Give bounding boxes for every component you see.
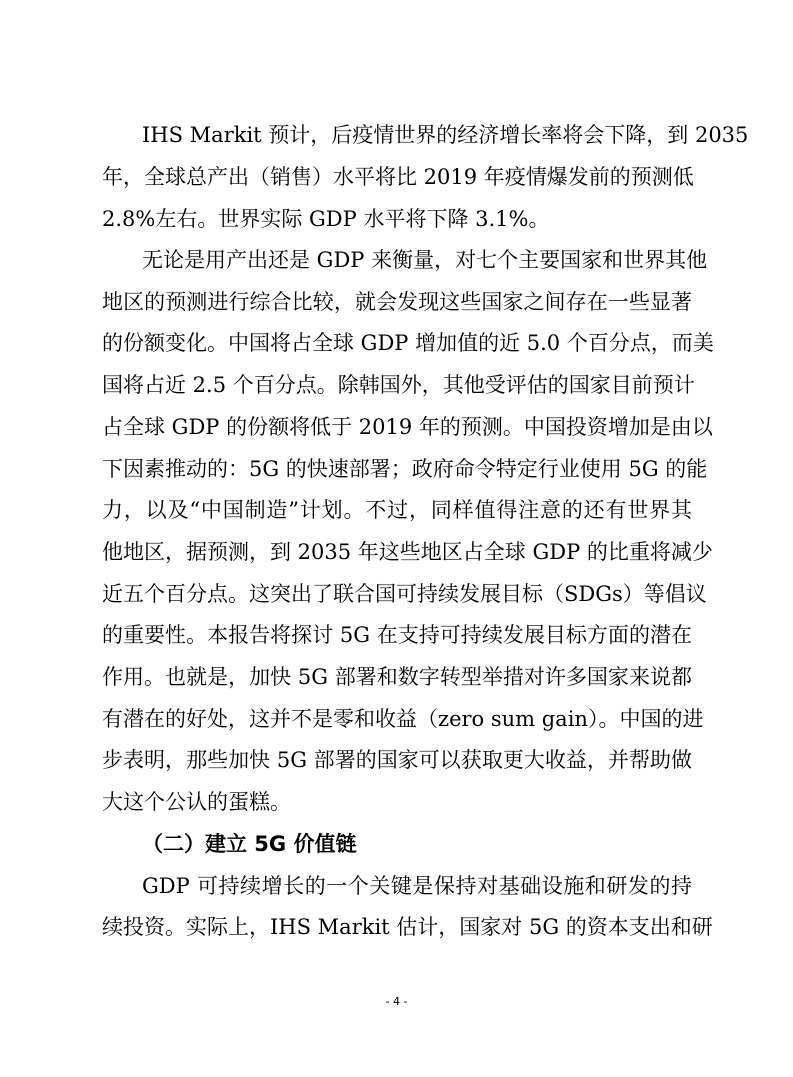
paragraph-2-line-14: 大这个公认的蛋糕。 bbox=[102, 790, 291, 814]
page-number: - 4 - bbox=[385, 995, 408, 1008]
paragraph-2-line-5: 占全球 GDP 的份额将低于 2019 年的预测。中国投资增加是由以 bbox=[102, 415, 713, 439]
paragraph-2-line-13: 步表明，那些加快 5G 部署的国家可以获取更大收益，并帮助做 bbox=[102, 748, 692, 772]
paragraph-2-line-8: 他地区，据预测，到 2035 年这些地区占全球 GDP 的比重将减少 bbox=[102, 540, 713, 564]
paragraph-2-line-7: 力，以及“中国制造”计划。不过，同样值得注意的还有世界其 bbox=[102, 498, 692, 522]
paragraph-1-line-1: IHS Markit 预计，后疫情世界的经济增长率将会下降，到 2035 bbox=[142, 123, 749, 147]
paragraph-2-line-10: 的重要性。本报告将探讨 5G 在支持可持续发展目标方面的潜在 bbox=[102, 623, 692, 647]
paragraph-1-line-2: 年，全球总产出（销售）水平将比 2019 年疫情爆发前的预测低 bbox=[102, 165, 694, 189]
paragraph-2-line-4: 国将占近 2.5 个百分点。除韩国外，其他受评估的国家目前预计 bbox=[102, 373, 695, 397]
paragraph-1-line-3: 2.8%左右。世界实际 GDP 水平将下降 3.1%。 bbox=[102, 207, 550, 231]
paragraph-2-line-1: 无论是用产出还是 GDP 来衡量，对七个主要国家和世界其他 bbox=[142, 248, 708, 272]
paragraph-2-line-3: 的份额变化。中国将占全球 GDP 增加值的近 5.0 个百分点，而美 bbox=[102, 331, 714, 355]
paragraph-2-line-9: 近五个百分点。这突出了联合国可持续发展目标（SDGs）等倡议 bbox=[102, 582, 707, 606]
paragraph-2-line-2: 地区的预测进行综合比较，就会发现这些国家之间存在一些显著 bbox=[102, 290, 692, 314]
paragraph-3-line-2: 续投资。实际上，IHS Markit 估计，国家对 5G 的资本支出和研 bbox=[102, 915, 713, 939]
paragraph-2-line-6: 下因素推动的：5G 的快速部署；政府命令特定行业使用 5G 的能 bbox=[102, 457, 708, 481]
paragraph-3-line-1: GDP 可持续增长的一个关键是保持对基础设施和研发的持 bbox=[142, 874, 692, 898]
section-heading: （二）建立 5G 价值链 bbox=[142, 832, 357, 856]
paragraph-2-line-12: 有潜在的好处，这并不是零和收益（zero sum gain）。中国的进 bbox=[102, 707, 704, 731]
paragraph-2-line-11: 作用。也就是，加快 5G 部署和数字转型举措对许多国家来说都 bbox=[102, 665, 692, 689]
